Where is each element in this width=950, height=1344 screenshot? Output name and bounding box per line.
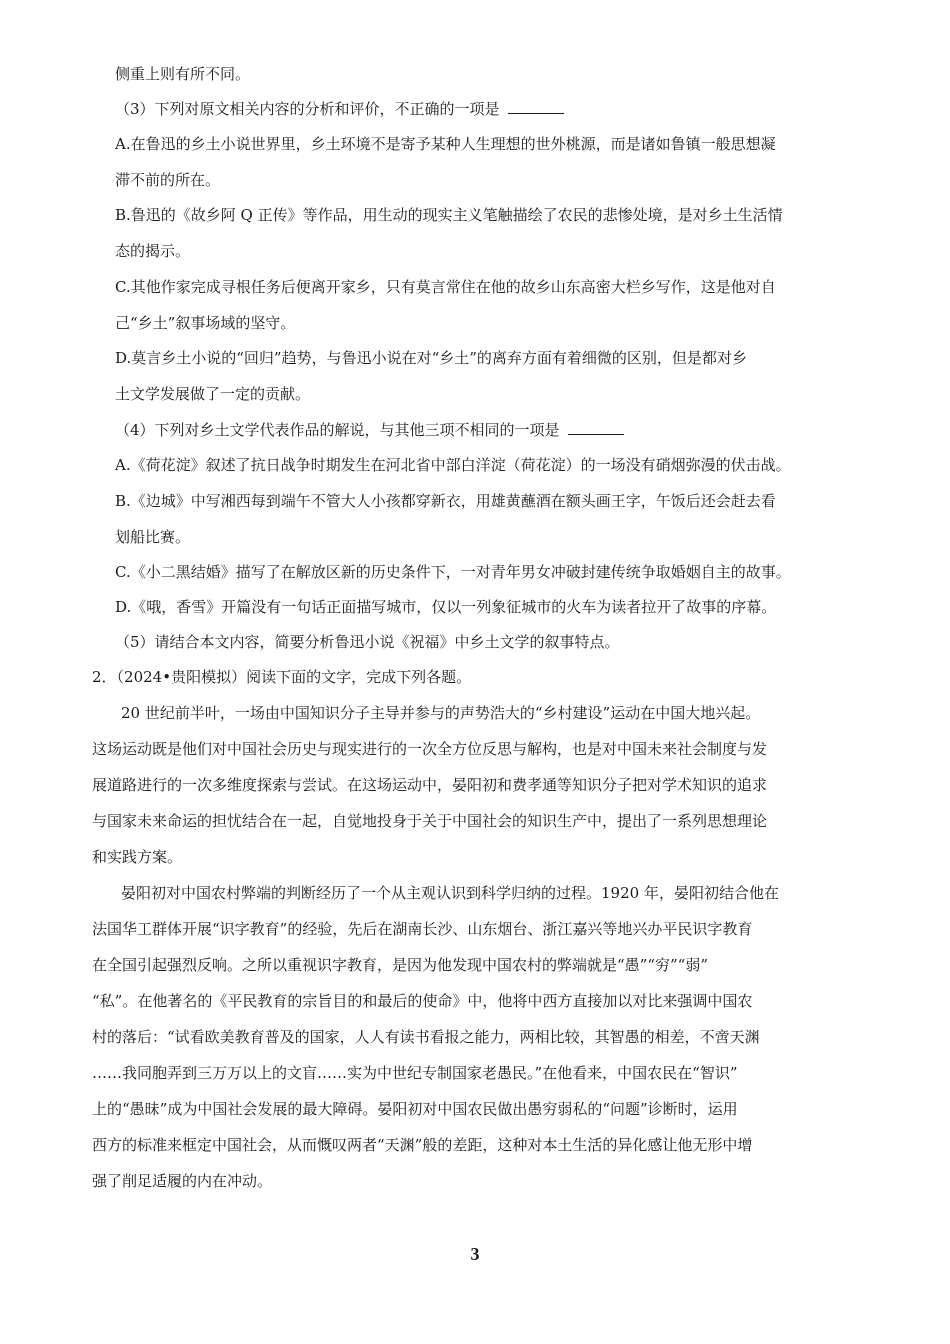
passage-line: 晏阳初对中国农村弊端的判断经历了一个从主观认识到科学归纳的过程。1920 年，晏阳初结合他在 [121, 884, 779, 902]
option-c-line: 己“乡土”叙事场域的坚守。 [115, 314, 296, 332]
passage-line: 法国华工群体开展“识字教育”的经验，先后在湖南长沙、山东烟台、浙江嘉兴等地兴办平民识字教育 [92, 920, 753, 938]
question-2-heading: 2．（2024•贵阳模拟）阅读下面的文字，完成下列各题。 [92, 668, 472, 686]
option-b-line: B.鲁迅的《故乡阿 Q 正传》等作品，用生动的现实主义笔触描绘了农民的悲惨处境，是对乡土生活情 [115, 206, 783, 224]
passage-line: 与国家未来命运的担忧结合在一起，自觉地投身于关于中国社会的知识生产中，提出了一系列思想理论 [92, 812, 768, 830]
passage-line: 西方的标准来框定中国社会，从而慨叹两者“天渊”般的差距，这种对本土生活的异化感让他无形中增 [92, 1136, 753, 1154]
option-b-line: B.《边城》中写湘西每到端午不管大人小孩都穿新衣，用雄黄蘸酒在额头画王字，午饭后还会赶去看 [115, 492, 776, 510]
passage-line: “私”。在他著名的《平民教育的宗旨目的和最后的使命》中，他将中西方直接加以对比来强调中国农 [92, 992, 753, 1010]
question-3 [115, 99, 564, 119]
passage-line: 20 世纪前半叶，一场由中国知识分子主导并参与的声势浩大的“乡村建设”运动在中国大地兴起。 [121, 704, 761, 722]
option-d-line: 土文学发展做了一定的贡献。 [115, 385, 311, 403]
answer-blank [508, 99, 564, 114]
option-b-line: 态的揭示。 [115, 242, 191, 260]
option-d-line: D.莫言乡土小说的“回归”趋势，与鲁迅小说在对“乡土”的离弃方面有着细微的区别，但是都对乡 [115, 349, 747, 367]
passage-line: 这场运动既是他们对中国社会历史与现实进行的一次全方位反思与解构，也是对中国未来社会制度与发 [92, 740, 768, 758]
passage-line: 村的落后：“试看欧美教育普及的国家，人人有读书看报之能力，两相比较，其智愚的相差，不啻天渊 [92, 1028, 760, 1046]
text-line: 侧重上则有所不同。 [115, 65, 251, 83]
passage-line: 展道路进行的一次多维度探索与尝试。在这场运动中，晏阳初和费孝通等知识分子把对学术知识的追求 [92, 776, 768, 794]
option-b-line: 划船比赛。 [115, 528, 191, 546]
question-4 [115, 420, 624, 440]
question-5: （5）请结合本文内容，简要分析鲁迅小说《祝福》中乡土文学的叙事特点。 [115, 633, 620, 651]
option-d-line: D.《哦，香雪》开篇没有一句话正面描写城市，仅以一列象征城市的火车为读者拉开了故事的序幕。 [115, 598, 777, 616]
option-c-line: C.《小二黑结婚》描写了在解放区新的历史条件下，一对青年男女冲破封建传统争取婚姻自主的故事。 [115, 563, 791, 581]
passage-line: 和实践方案。 [92, 848, 183, 866]
question-4-text: （4）下列对乡土文学代表作品的解说，与其他三项不相同的一项是 [115, 421, 560, 439]
answer-blank [568, 420, 624, 435]
option-c-line: C.其他作家完成寻根任务后便离开家乡，只有莫言常住在他的故乡山东高密大栏乡写作，这是他对自 [115, 278, 776, 296]
option-a-line: A.在鲁迅的乡土小说世界里，乡土环境不是寄予某种人生理想的世外桃源，而是诸如鲁镇一般思想凝 [115, 135, 776, 153]
passage-line: 上的“愚昧”成为中国社会发展的最大障碍。晏阳初对中国农民做出愚穷弱私的“问题”诊断时，运用 [92, 1100, 738, 1118]
passage-line: 在全国引起强烈反响。之所以重视识字教育，是因为他发现中国农村的弊端就是“愚”“穷”“弱” [92, 956, 709, 974]
option-a-line: A.《荷花淀》叙述了抗日战争时期发生在河北省中部白洋淀（荷花淀）的一场没有硝烟弥漫的伏击战。 [115, 456, 791, 474]
passage-line: 强了削足适履的内在冲动。 [92, 1172, 273, 1190]
question-3-text: （3）下列对原文相关内容的分析和评价，不正确的一项是 [115, 100, 500, 118]
option-a-line: 滞不前的所在。 [115, 171, 221, 189]
passage-line: ……我同胞弄到三万万以上的文盲……实为中世纪专制国家老愚民。”在他看来，中国农民在“智识” [92, 1064, 738, 1082]
page-number: 3 [470, 1244, 480, 1264]
